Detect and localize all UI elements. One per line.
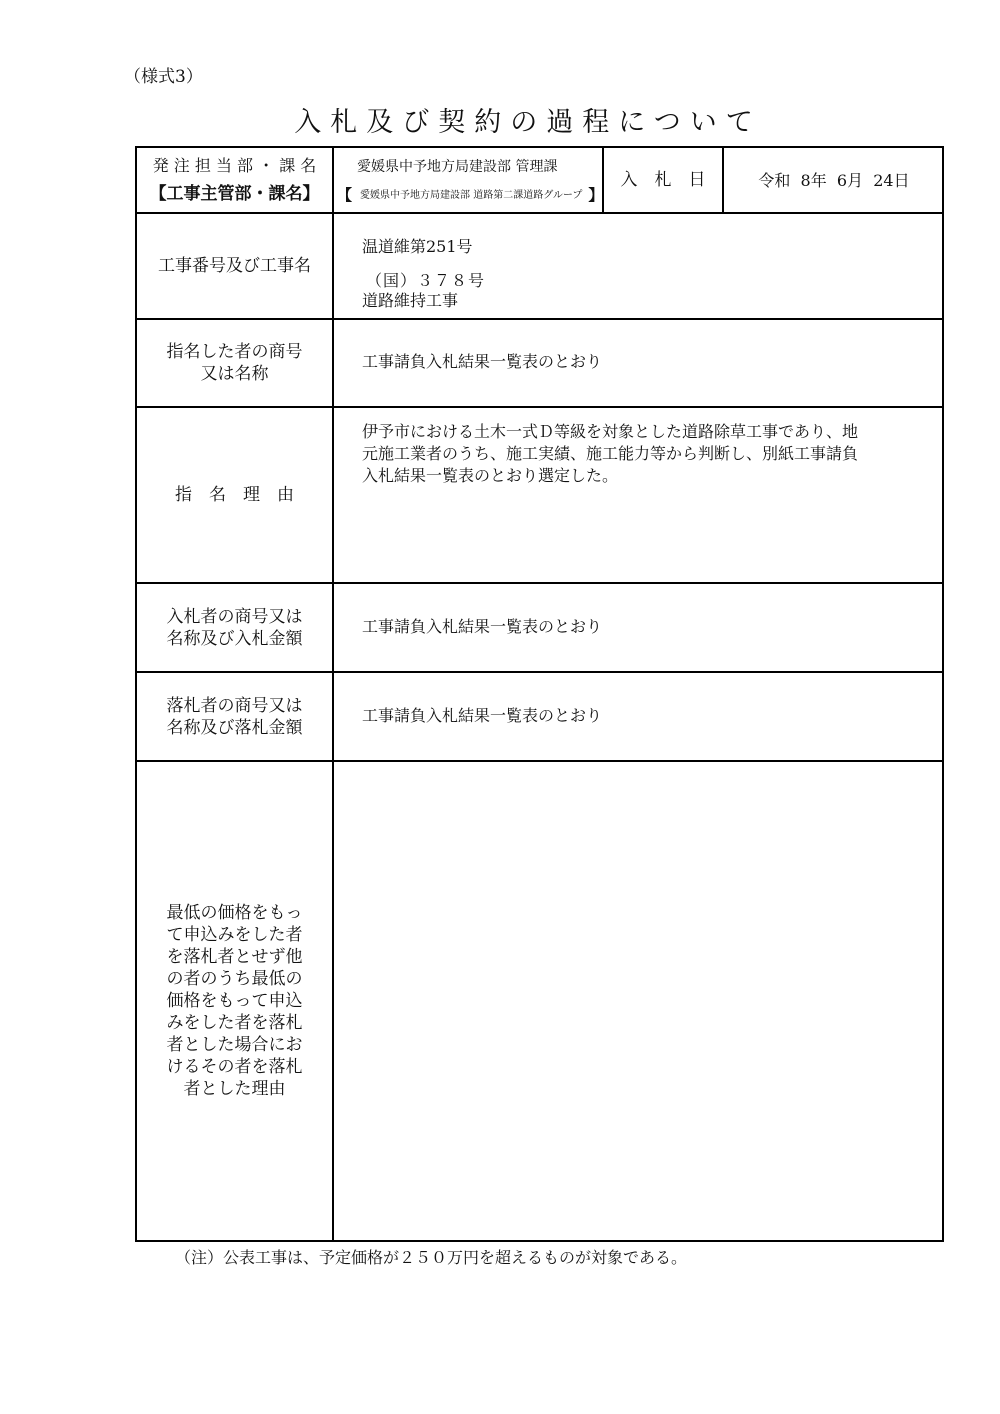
footnote: （注）公表工事は、予定価格が２５０万円を超えるものが対象である。 xyxy=(175,1248,688,1267)
dept-value-line2 xyxy=(337,184,603,205)
bidders-label-line2: 名称及び入札金額 xyxy=(166,628,303,649)
exception-label-line: 者とした場合にお xyxy=(166,1035,303,1055)
form-number: （様式3） xyxy=(124,67,203,87)
project-name: 道路維持工事 xyxy=(362,291,459,310)
bid-date-label: 入 札 日 xyxy=(620,170,706,190)
document-title: 入札及び契約の過程について xyxy=(294,107,762,138)
winner-label-line2: 名称及び落札金額 xyxy=(166,717,303,738)
bracket-open: 【 xyxy=(337,186,353,204)
project-route: （国）３７８号 xyxy=(366,271,486,290)
bidders-label xyxy=(137,584,332,671)
supervising-dept: 愛媛県中予地方局建設部 道路第二課道路グループ xyxy=(360,190,583,201)
exception-label-line: 最低の価格をもっ xyxy=(166,903,303,923)
reason-text xyxy=(362,421,942,487)
reason-line3: 入札結果一覧表のとおり選定した。 xyxy=(362,466,619,485)
nominees-value: 工事請負入札結果一覧表のとおり xyxy=(362,352,603,371)
exception-label-line: を落札者とせず他 xyxy=(166,947,303,967)
column-divider xyxy=(332,146,334,1242)
exception-label-line: の者のうち最低の xyxy=(166,969,303,989)
dept-label xyxy=(137,148,332,212)
nominees-label xyxy=(137,320,332,406)
winner-label-line1: 落札者の商号又は xyxy=(166,695,303,716)
dept-label-line1: 発 注 担 当 部 ・ 課 名 xyxy=(152,156,317,175)
project-label: 工事番号及び工事名 xyxy=(158,256,311,276)
nominees-label-line1: 指名した者の商号 xyxy=(166,342,303,362)
dept-label-line2: 【工事主管部・課名】 xyxy=(149,184,320,204)
exception-label-line: 者とした理由 xyxy=(183,1079,286,1099)
bidders-label-line1: 入札者の商号又は xyxy=(166,606,303,627)
exception-label-line: みをした者を落札 xyxy=(166,1013,303,1033)
reason-line1: 伊予市における土木一式Ｄ等級を対象とした道路除草工事であり、地 xyxy=(362,422,859,441)
exception-label-line: て申込みをした者 xyxy=(166,925,303,945)
winner-value: 工事請負入札結果一覧表のとおり xyxy=(362,706,603,725)
reason-line2: 元施工業者のうち、施工実績、施工能力等から判断し、別紙工事請負 xyxy=(362,444,859,463)
exception-label-line: 価格をもって申込 xyxy=(166,991,303,1011)
exception-label-line: けるその者を落札 xyxy=(166,1057,303,1077)
dept-value-line1: 愛媛県中予地方局建設部 管理課 xyxy=(357,159,558,175)
bidders-value: 工事請負入札結果一覧表のとおり xyxy=(362,617,603,636)
bracket-close: 】 xyxy=(588,186,604,204)
winner-label xyxy=(137,673,332,760)
reason-label: 指 名 理 由 xyxy=(175,485,294,505)
bid-date-value: 令和 8年 6月 24日 xyxy=(758,171,910,190)
project-number: 温道維第251号 xyxy=(362,237,473,256)
nominees-label-line2: 又は名称 xyxy=(200,364,269,384)
exception-label xyxy=(137,762,332,1240)
